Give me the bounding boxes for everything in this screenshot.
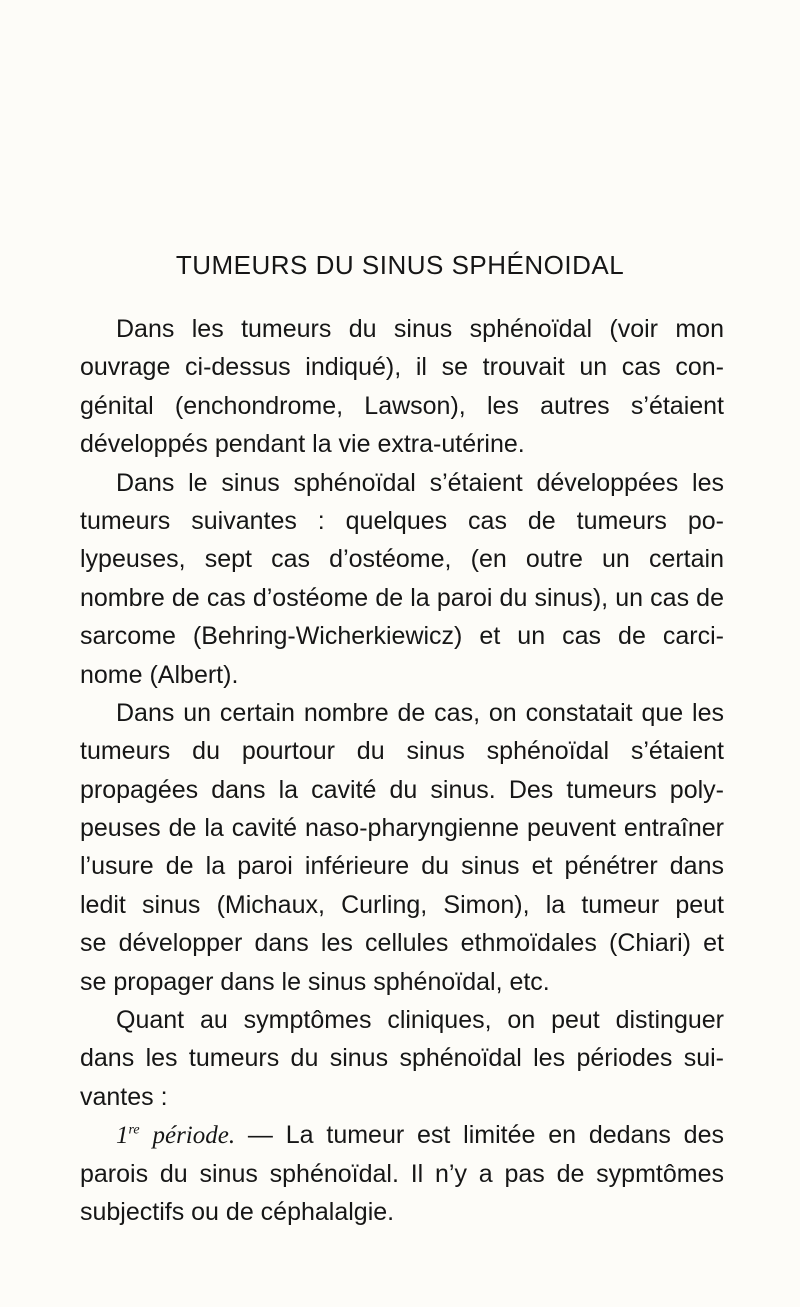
period-text: — La tumeur est limitée en dedans des: [235, 1121, 724, 1150]
text-line: Quant au symptômes cliniques, on peut distinguer: [116, 1006, 724, 1035]
text-line: tumeurs du pourtour du sinus sphénoïdal s’étaient: [80, 737, 724, 766]
text-line: développés pendant la vie extra-utérine.: [80, 430, 525, 459]
text-line: parois du sinus sphénoïdal. Il n’y a pas de sypmtômes: [80, 1159, 724, 1188]
text-line: subjectifs ou de céphalalgie.: [80, 1197, 395, 1226]
text-line: se développer dans les cellules ethmoïdales (Chiari) et: [80, 929, 724, 958]
period-line: [80, 1116, 724, 1154]
text-line: nombre de cas d’ostéome de la paroi du sinus), un cas de: [80, 583, 724, 612]
page-title: TUMEURS DU SINUS SPHÉNOIDAL: [175, 250, 625, 280]
period-number: 1: [116, 1122, 129, 1150]
text-line: ledit sinus (Michaux, Curling, Simon), la tumeur peut: [80, 890, 724, 919]
text-line: propagées dans la cavité du sinus. Des tumeurs poly-: [80, 775, 724, 804]
text-line: nome (Albert).: [80, 660, 239, 689]
period-superscript: re: [128, 1122, 140, 1138]
text-line: génital (enchondrome, Lawson), les autres s’étaient: [80, 391, 724, 420]
text-line: tumeurs suivantes : quelques cas de tumeurs po-: [80, 506, 724, 535]
text-line: ouvrage ci-dessus indiqué), il se trouvait un cas con-: [80, 353, 724, 382]
text-line: lypeuses, sept cas d’ostéome, (en outre un certain: [80, 545, 724, 574]
text-line: Dans les tumeurs du sinus sphénoïdal (voir mon: [116, 315, 724, 343]
text-line: peuses de la cavité naso-pharyngienne peuvent entraîner: [80, 814, 724, 843]
text-line: dans les tumeurs du sinus sphénoïdal les périodes sui-: [80, 1044, 724, 1073]
period-label: période.: [152, 1122, 236, 1150]
text-line: se propager dans le sinus sphénoïdal, etc.: [80, 967, 550, 996]
text-line: sarcome (Behring-Wicherkiewicz) et un cas de carci-: [80, 622, 724, 651]
text-line: l’usure de la paroi inférieure du sinus et pénétrer dans: [80, 852, 724, 881]
body-text: [80, 310, 724, 1231]
text-line: Dans un certain nombre de cas, on constatait que les: [116, 698, 724, 727]
text-line: Dans le sinus sphénoïdal s’étaient développées les: [116, 468, 724, 497]
text-line: vantes :: [80, 1082, 168, 1111]
